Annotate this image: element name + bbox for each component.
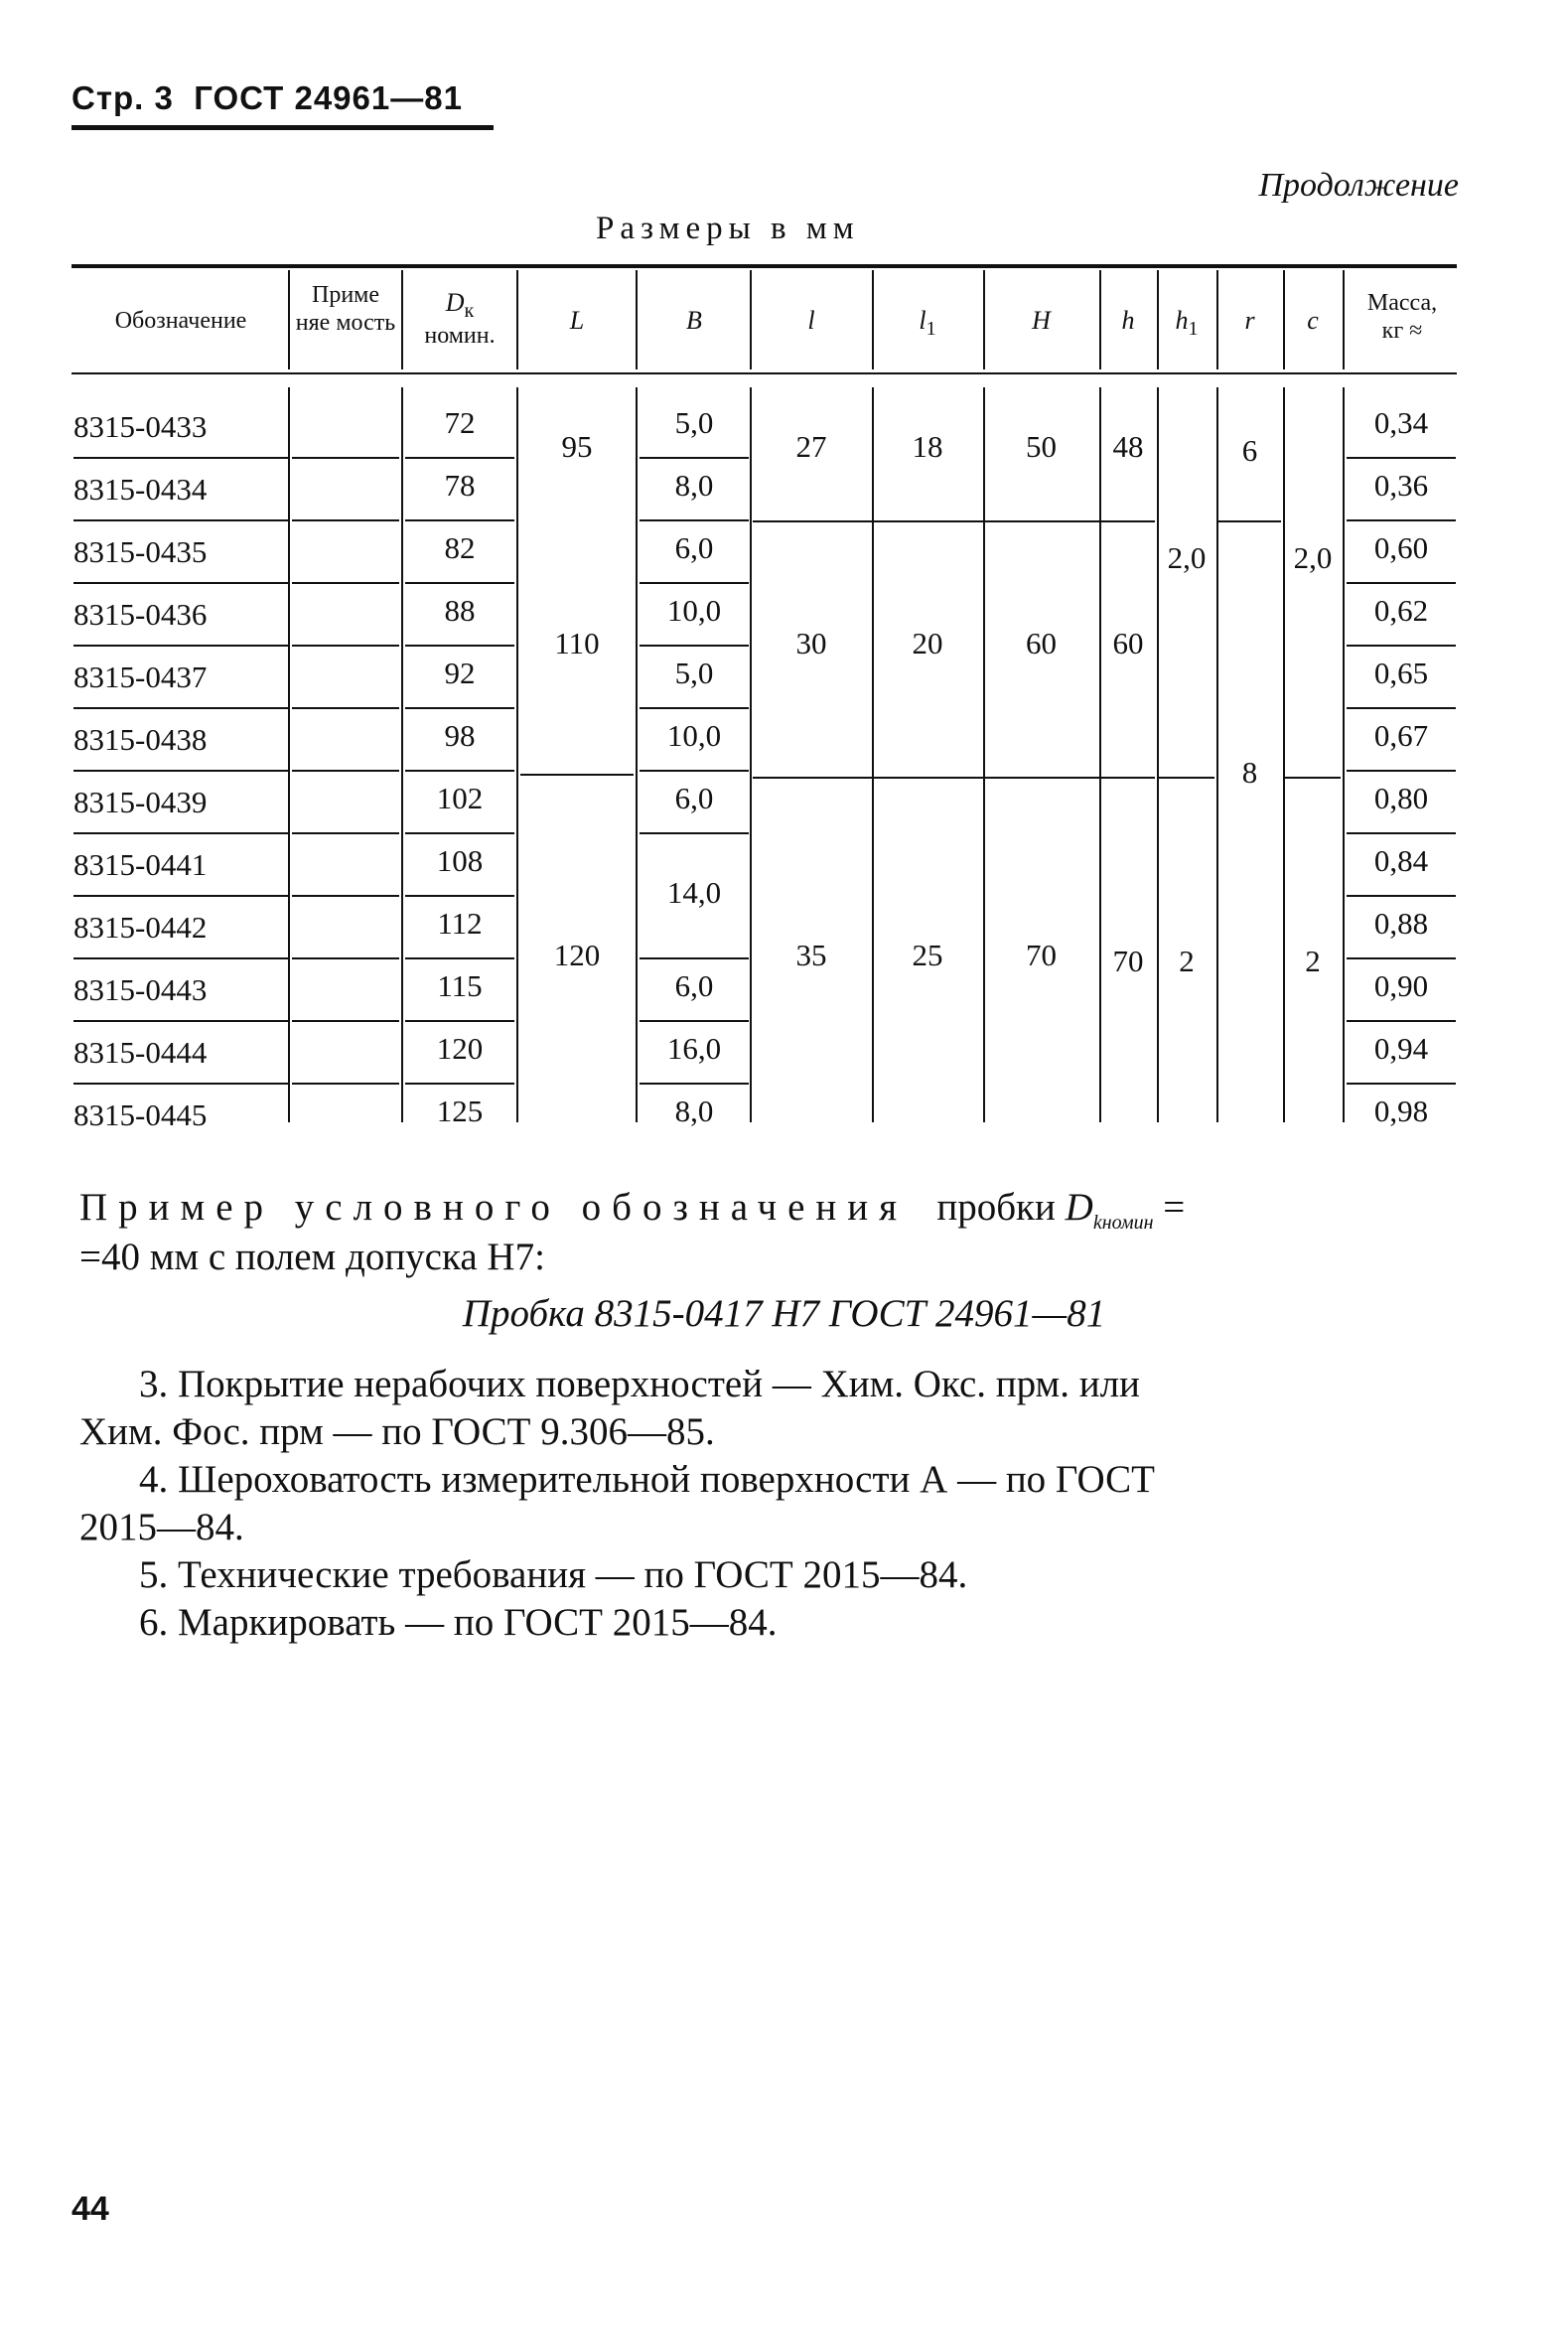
cell-code: 8315-0444 <box>73 1035 208 1070</box>
row-rule <box>73 519 288 521</box>
row-rule <box>1347 457 1456 459</box>
cell-mass: 0,62 <box>1373 593 1429 628</box>
cell-code: 8315-0436 <box>73 597 208 632</box>
col-header-h: h <box>1121 306 1135 335</box>
row-rule <box>640 457 749 459</box>
header-divider <box>750 270 752 369</box>
cell-b: 8,0 <box>674 1094 714 1128</box>
row-rule <box>1347 582 1456 584</box>
row-rule <box>405 519 514 521</box>
note-3-cont: Хим. Фос. прм — по ГОСТ 9.306—85. <box>79 1410 715 1453</box>
cell-H: 70 <box>1026 938 1057 972</box>
row-rule <box>640 707 749 709</box>
cell-L: 95 <box>561 429 593 464</box>
col-header-H: H <box>1032 306 1051 335</box>
row-rule <box>1347 645 1456 647</box>
row-rule <box>640 957 749 959</box>
cell-b: 6,0 <box>674 968 714 1003</box>
example-spaced: Пример условного обозначения <box>79 1186 909 1229</box>
cell-b: 16,0 <box>666 1031 722 1066</box>
body-divider <box>983 387 985 1122</box>
cell-mass: 0,80 <box>1373 781 1429 815</box>
row-rule <box>73 645 288 647</box>
cell-dk: 120 <box>436 1031 484 1066</box>
row-rule <box>73 957 288 959</box>
row-rule <box>292 895 399 897</box>
row-rule <box>640 519 749 521</box>
cell-dk: 98 <box>444 718 476 753</box>
cell-b: 10,0 <box>666 718 722 753</box>
dk-sub: к <box>464 299 475 322</box>
col-header-code: Обозначение <box>114 308 247 334</box>
cell-H: 50 <box>1026 429 1057 464</box>
cell-r: 6 <box>1241 433 1258 468</box>
body-divider <box>516 387 518 1122</box>
row-rule <box>640 582 749 584</box>
cell-b: 14,0 <box>666 874 722 910</box>
example-designation: Пробка 8315-0417 Н7 ГОСТ 24961—81 <box>462 1292 1106 1335</box>
cell-h1: 2,0 <box>1167 540 1207 575</box>
cell-c: 2,0 <box>1293 540 1333 575</box>
row-rule <box>405 457 514 459</box>
row-rule <box>292 519 399 521</box>
group-rule <box>753 520 1099 522</box>
cell-h1: 2 <box>1179 944 1195 978</box>
note-4-cont: 2015—84. <box>79 1506 244 1548</box>
row-rule <box>292 957 399 959</box>
header-divider <box>516 270 518 369</box>
dk-symbol: D <box>445 288 465 317</box>
col-header-L: L <box>569 306 585 335</box>
group-rule <box>1159 777 1214 779</box>
col-header-r: r <box>1244 306 1255 335</box>
table-top-rule <box>71 264 1457 268</box>
row-rule <box>73 1083 288 1085</box>
row-rule <box>405 895 514 897</box>
continued-label: Продолжение <box>1258 167 1459 204</box>
table-header-rule <box>71 372 1457 374</box>
body-divider <box>750 387 752 1122</box>
example-eq: = <box>1163 1186 1186 1229</box>
cell-h: 60 <box>1112 626 1144 660</box>
row-rule <box>640 1083 749 1085</box>
row-rule <box>405 1020 514 1022</box>
col-header-mass <box>1347 290 1458 345</box>
row-rule <box>405 645 514 647</box>
note-6: 6. Маркировать — по ГОСТ 2015—84. <box>139 1601 778 1644</box>
cell-l1: 18 <box>912 429 943 464</box>
note-5: 5. Технические требования — по ГОСТ 2015—84. <box>139 1553 968 1596</box>
col-header-B: B <box>686 306 702 335</box>
example-d-symbol: D <box>1065 1186 1093 1229</box>
cell-dk: 72 <box>444 405 476 440</box>
row-rule <box>292 707 399 709</box>
body-divider <box>1343 387 1345 1122</box>
cell-dk: 125 <box>436 1094 484 1128</box>
cell-mass: 0,84 <box>1373 843 1429 878</box>
group-rule <box>753 777 1099 779</box>
row-rule <box>405 707 514 709</box>
row-rule <box>640 1020 749 1022</box>
row-rule <box>292 645 399 647</box>
cell-dk: 115 <box>437 968 483 1003</box>
header-divider <box>1343 270 1345 369</box>
row-rule <box>405 1083 514 1085</box>
cell-dk: 92 <box>444 656 476 690</box>
row-rule <box>73 832 288 834</box>
dimensions-table <box>0 0 1568 1132</box>
cell-code: 8315-0433 <box>73 409 208 444</box>
cell-mass: 0,60 <box>1373 530 1429 565</box>
standard-label: ГОСТ 24961—81 <box>194 79 463 116</box>
group-rule <box>1218 520 1281 522</box>
mass-label: Масса, <box>1366 290 1438 316</box>
cell-dk: 88 <box>444 593 476 628</box>
cell-b: 5,0 <box>674 405 714 440</box>
row-rule <box>1347 957 1456 959</box>
cell-r: 8 <box>1241 755 1258 790</box>
row-rule <box>292 1083 399 1085</box>
cell-l: 35 <box>795 938 827 972</box>
body-divider <box>1157 387 1159 1122</box>
note-4: 4. Шероховатость измерительной поверхности А — по ГОСТ <box>139 1458 1155 1501</box>
row-rule <box>73 582 288 584</box>
col-header-applicability: Приме няе мость <box>295 282 396 336</box>
row-rule <box>1347 1083 1456 1085</box>
body-divider <box>872 387 874 1122</box>
row-rule <box>405 957 514 959</box>
cell-mass: 0,36 <box>1373 468 1429 503</box>
cell-l: 27 <box>795 429 827 464</box>
l1-sub: 1 <box>926 317 936 340</box>
cell-code: 8315-0438 <box>73 722 208 757</box>
dk-note: номин. <box>424 322 496 349</box>
group-rule <box>1285 777 1341 779</box>
cell-dk: 108 <box>436 843 484 878</box>
units-label: Размеры в мм <box>596 211 860 246</box>
row-rule <box>405 582 514 584</box>
header-divider <box>636 270 638 369</box>
body-divider <box>401 387 403 1122</box>
cell-mass: 0,34 <box>1373 405 1429 440</box>
row-rule <box>292 770 399 772</box>
example-line-2: =40 мм с полем допуска Н7: <box>79 1236 545 1278</box>
cell-dk: 112 <box>437 906 483 941</box>
cell-mass: 0,65 <box>1373 656 1429 690</box>
cell-mass: 0,90 <box>1373 968 1429 1003</box>
body-divider <box>1283 387 1285 1122</box>
h1-sub: 1 <box>1188 317 1199 340</box>
row-rule <box>292 582 399 584</box>
cell-b: 5,0 <box>674 656 714 690</box>
example-rest: пробки <box>936 1186 1056 1229</box>
row-rule <box>292 832 399 834</box>
example-d-sub: kномин <box>1092 1211 1154 1234</box>
header-divider <box>401 270 403 369</box>
row-rule <box>640 770 749 772</box>
cell-code: 8315-0435 <box>73 534 208 569</box>
row-rule <box>405 832 514 834</box>
row-rule <box>73 707 288 709</box>
cell-h: 48 <box>1112 429 1144 464</box>
cell-code: 8315-0443 <box>73 972 208 1007</box>
cell-mass: 0,67 <box>1373 718 1429 753</box>
row-rule <box>640 832 749 834</box>
row-rule <box>73 1020 288 1022</box>
row-rule <box>1347 707 1456 709</box>
cell-h: 70 <box>1112 944 1144 978</box>
cell-b: 6,0 <box>674 781 714 815</box>
row-rule <box>292 1020 399 1022</box>
cell-b: 10,0 <box>666 593 722 628</box>
cell-c: 2 <box>1305 944 1321 978</box>
col-header-l1 <box>874 306 981 341</box>
cell-code: 8315-0434 <box>73 472 208 507</box>
cell-mass: 0,94 <box>1373 1031 1429 1066</box>
page-label: Стр. 3 <box>71 79 174 116</box>
h1-symbol: h <box>1175 306 1189 335</box>
cell-l: 30 <box>795 626 827 660</box>
cell-dk: 78 <box>444 468 476 503</box>
header-divider <box>288 270 290 369</box>
col-header-l: l <box>807 306 815 335</box>
row-rule <box>1347 519 1456 521</box>
cell-b: 6,0 <box>674 530 714 565</box>
mass-unit: кг ≈ <box>1381 317 1423 344</box>
row-rule <box>640 645 749 647</box>
row-rule <box>1347 770 1456 772</box>
body-divider <box>1099 387 1101 1122</box>
cell-b: 8,0 <box>674 468 714 503</box>
cell-mass: 0,88 <box>1373 906 1429 941</box>
cell-L: 120 <box>553 938 601 972</box>
cell-code: 8315-0445 <box>73 1097 208 1132</box>
row-rule <box>405 770 514 772</box>
row-rule <box>1347 832 1456 834</box>
row-rule <box>73 770 288 772</box>
cell-code: 8315-0437 <box>73 659 208 694</box>
col-header-h1 <box>1159 306 1214 341</box>
cell-code: 8315-0439 <box>73 785 208 819</box>
cell-dk: 102 <box>436 781 484 815</box>
row-rule <box>1347 1020 1456 1022</box>
example-line-1 <box>79 1184 1470 1235</box>
cell-L: 110 <box>554 626 600 660</box>
cell-dk: 82 <box>444 530 476 565</box>
cell-H: 60 <box>1026 626 1057 660</box>
row-rule <box>73 895 288 897</box>
col-header-dk <box>405 288 514 350</box>
cell-l1: 25 <box>912 938 943 972</box>
group-rule <box>1101 777 1155 779</box>
body-divider <box>288 387 290 1122</box>
row-rule <box>292 457 399 459</box>
group-rule <box>1101 520 1155 522</box>
row-rule <box>1347 895 1456 897</box>
note-3: 3. Покрытие нерабочих поверхностей — Хим. Окс. прм. или <box>139 1363 1140 1405</box>
cell-mass: 0,98 <box>1373 1094 1429 1128</box>
cell-l1: 20 <box>912 626 943 660</box>
l1-symbol: l <box>919 306 927 335</box>
cell-code: 8315-0441 <box>73 847 208 882</box>
row-rule <box>73 457 288 459</box>
page-number: 44 <box>71 2190 109 2228</box>
cell-code: 8315-0442 <box>73 910 208 945</box>
col-header-c: c <box>1307 306 1319 335</box>
group-rule <box>520 774 634 776</box>
body-divider <box>636 387 638 1122</box>
